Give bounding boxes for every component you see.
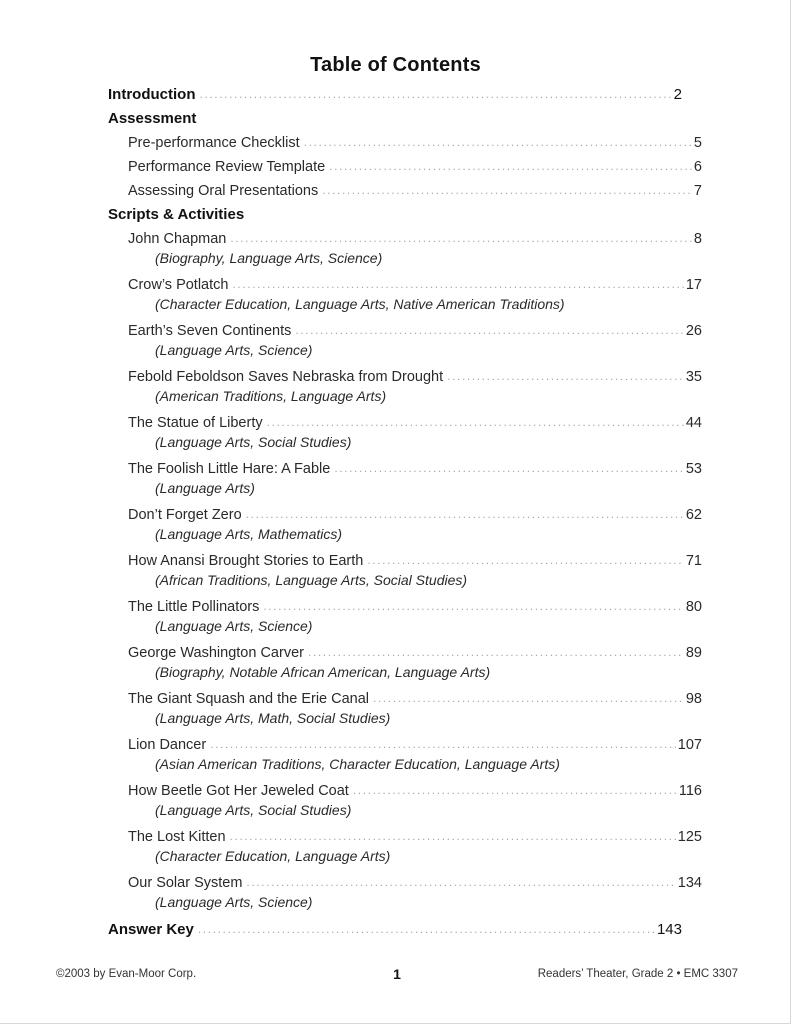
spacer [108,266,682,277]
toc-entry-subjects: (Language Arts, Science) [155,894,313,910]
toc-entry-subjects: (African Traditions, Language Arts, Social Studies) [155,572,468,588]
toc-entry[interactable] [108,277,702,312]
footer-copyright: ©2003 by Evan-Moor Corp. [56,968,197,980]
toc-entry[interactable] [108,507,702,542]
toc-entry-page-number: 107 [677,737,702,753]
spacer [108,127,682,135]
toc-entry[interactable] [108,691,702,726]
toc-entry-page-number: 6 [693,159,702,175]
toc-entry-row[interactable] [128,645,702,661]
toc-entry-row[interactable] [128,875,702,891]
toc-entry-row[interactable] [128,135,702,151]
spacer [108,450,682,461]
toc-entry-page-number: 2 [673,86,682,103]
toc-entry-row[interactable] [128,231,702,247]
dot-leader [246,507,684,521]
spacer [108,404,682,415]
dot-leader [199,87,671,101]
toc-entry-row[interactable] [128,323,702,339]
toc-entry[interactable] [108,599,702,634]
toc-entry-list [108,86,702,938]
toc-entry-row[interactable] [128,183,702,199]
toc-entry-label: Performance Review Template [128,159,326,175]
toc-entry-subjects: (Language Arts, Science) [155,342,313,358]
toc-entry-page-number: 26 [685,323,702,339]
toc-entry[interactable] [108,159,702,175]
toc-entry-page-number: 5 [693,135,702,151]
toc-section-heading: Assessment [108,110,197,127]
toc-entry-subjects: (Language Arts, Science) [155,618,313,634]
toc-entry[interactable] [108,415,702,450]
toc-entry-label: The Lost Kitten [128,829,226,845]
toc-entry-row[interactable] [128,369,702,385]
toc-entry[interactable] [108,461,702,496]
toc-entry-page-number: 80 [685,599,702,615]
page-footer [56,968,738,984]
toc-entry[interactable] [108,206,682,223]
toc-entry-page-number: 35 [685,369,702,385]
toc-entry[interactable] [108,875,702,910]
spacer [108,151,682,159]
toc-entry-page-number: 125 [677,829,702,845]
spacer [108,542,682,553]
toc-entry-subjects: (Language Arts, Social Studies) [155,434,352,450]
toc-entry-page-number: 116 [678,783,702,799]
dot-leader [334,461,684,475]
toc-entry[interactable] [108,323,702,358]
dot-leader [308,645,684,659]
dot-leader [295,323,684,337]
spacer [108,726,682,737]
toc-entry-label: John Chapman [128,231,227,247]
spacer [108,199,682,206]
toc-entry[interactable] [108,737,702,772]
toc-entry[interactable] [108,553,702,588]
toc-entry-row[interactable] [128,829,702,845]
toc-entry-row[interactable] [128,783,702,799]
toc-entry[interactable] [108,231,702,266]
toc-entry-row[interactable] [128,277,702,293]
footer-page-number: 1 [393,966,401,982]
toc-entry-label: Don’t Forget Zero [128,507,242,523]
toc-entry-label: Our Solar System [128,875,243,891]
toc-entry-row[interactable] [128,599,702,615]
spacer [108,358,682,369]
toc-entry-row[interactable] [108,86,682,103]
toc-entry-page-number: 17 [685,277,702,293]
toc-entry[interactable] [108,369,702,404]
spacer [108,634,682,645]
spacer [108,312,682,323]
toc-entry-row[interactable] [128,553,702,569]
toc-entry-page-number: 8 [693,231,702,247]
toc-entry-subjects: (Biography, Language Arts, Science) [155,250,383,266]
spacer [108,223,682,231]
spacer [108,103,682,110]
toc-entry-page-number: 62 [685,507,702,523]
toc-entry[interactable] [108,783,702,818]
toc-entry-label: Introduction [108,86,196,103]
spacer [108,175,682,183]
toc-entry-subjects: (Language Arts, Social Studies) [155,802,352,818]
toc-entry-label: The Little Pollinators [128,599,260,615]
toc-entry-row[interactable] [128,737,702,753]
toc-entry-page-number: 44 [685,415,702,431]
toc-entry-page-number: 53 [685,461,702,477]
toc-entry[interactable] [108,921,682,938]
toc-entry-subjects: (Language Arts) [155,480,255,496]
dot-leader [353,783,677,797]
toc-entry-label: How Anansi Brought Stories to Earth [128,553,364,569]
dot-leader [329,159,692,173]
dot-leader [367,553,684,567]
toc-entry-subjects: (Language Arts, Mathematics) [155,526,343,542]
toc-entry-row[interactable] [128,691,702,707]
toc-entry-label: How Beetle Got Her Jeweled Coat [128,783,349,799]
toc-entry-label: Earth’s Seven Continents [128,323,292,339]
spacer [108,680,682,691]
toc-entry-subjects: (American Traditions, Language Arts) [155,388,387,404]
toc-entry-page-number: 7 [693,183,702,199]
toc-entry[interactable] [108,110,682,127]
toc-entry-page-number: 98 [685,691,702,707]
dot-leader [373,691,684,705]
toc-entry-subjects: (Character Education, Language Arts, Native American Traditions) [155,296,565,312]
dot-leader [232,277,683,291]
toc-entry-label: The Foolish Little Hare: A Fable [128,461,331,477]
dot-leader [210,737,676,751]
spacer [108,496,682,507]
toc-entry[interactable] [108,645,702,680]
toc-entry-page-number: 143 [656,921,682,938]
toc-entry-row[interactable] [108,921,682,938]
toc-entry-label: The Statue of Liberty [128,415,263,431]
toc-entry-subjects: (Biography, Notable African American, Language Arts) [155,664,491,680]
dot-leader [304,135,692,149]
toc-entry-label: Pre-performance Checklist [128,135,300,151]
toc-entry-label: Crow’s Potlatch [128,277,229,293]
dot-leader [230,231,692,245]
toc-entry-page-number: 71 [685,553,702,569]
footer-source: Readers’ Theater, Grade 2 • EMC 3307 [537,968,738,980]
toc-entry-row[interactable] [128,415,702,431]
dot-leader [230,829,676,843]
toc-entry-label: Assessing Oral Presentations [128,183,319,199]
spacer [108,772,682,783]
toc-entry[interactable] [108,86,682,103]
toc-entry-label: The Giant Squash and the Erie Canal [128,691,370,707]
toc-entry-row[interactable] [128,461,702,477]
toc-entry[interactable] [108,829,702,864]
toc-entry-row[interactable] [128,159,702,175]
dot-leader [267,415,684,429]
toc-entry-label: Answer Key [108,921,194,938]
toc-entry-label: Febold Feboldson Saves Nebraska from Drought [128,369,444,385]
toc-entry-subjects: (Asian American Traditions, Character Education, Language Arts) [155,756,560,772]
toc-entry-row[interactable] [128,507,702,523]
page-title: Table of Contents [310,54,481,76]
toc-entry-label: George Washington Carver [128,645,304,661]
dot-leader [447,369,684,383]
toc-entry-label: Lion Dancer [128,737,207,753]
toc-entry-page-number: 89 [685,645,702,661]
dot-leader [263,599,683,613]
toc-section-heading: Scripts & Activities [108,206,245,223]
toc-entry-subjects: (Character Education, Language Arts) [155,848,391,864]
spacer [108,818,682,829]
spacer [108,588,682,599]
toc-entry[interactable] [108,183,702,199]
toc-entry-page-number: 134 [677,875,702,891]
dot-leader [198,922,655,936]
spacer [108,864,682,875]
toc-entry[interactable] [108,135,702,151]
dot-leader [322,183,692,197]
toc-entry-subjects: (Language Arts, Math, Social Studies) [155,710,391,726]
dot-leader [246,875,675,889]
spacer [108,910,682,921]
